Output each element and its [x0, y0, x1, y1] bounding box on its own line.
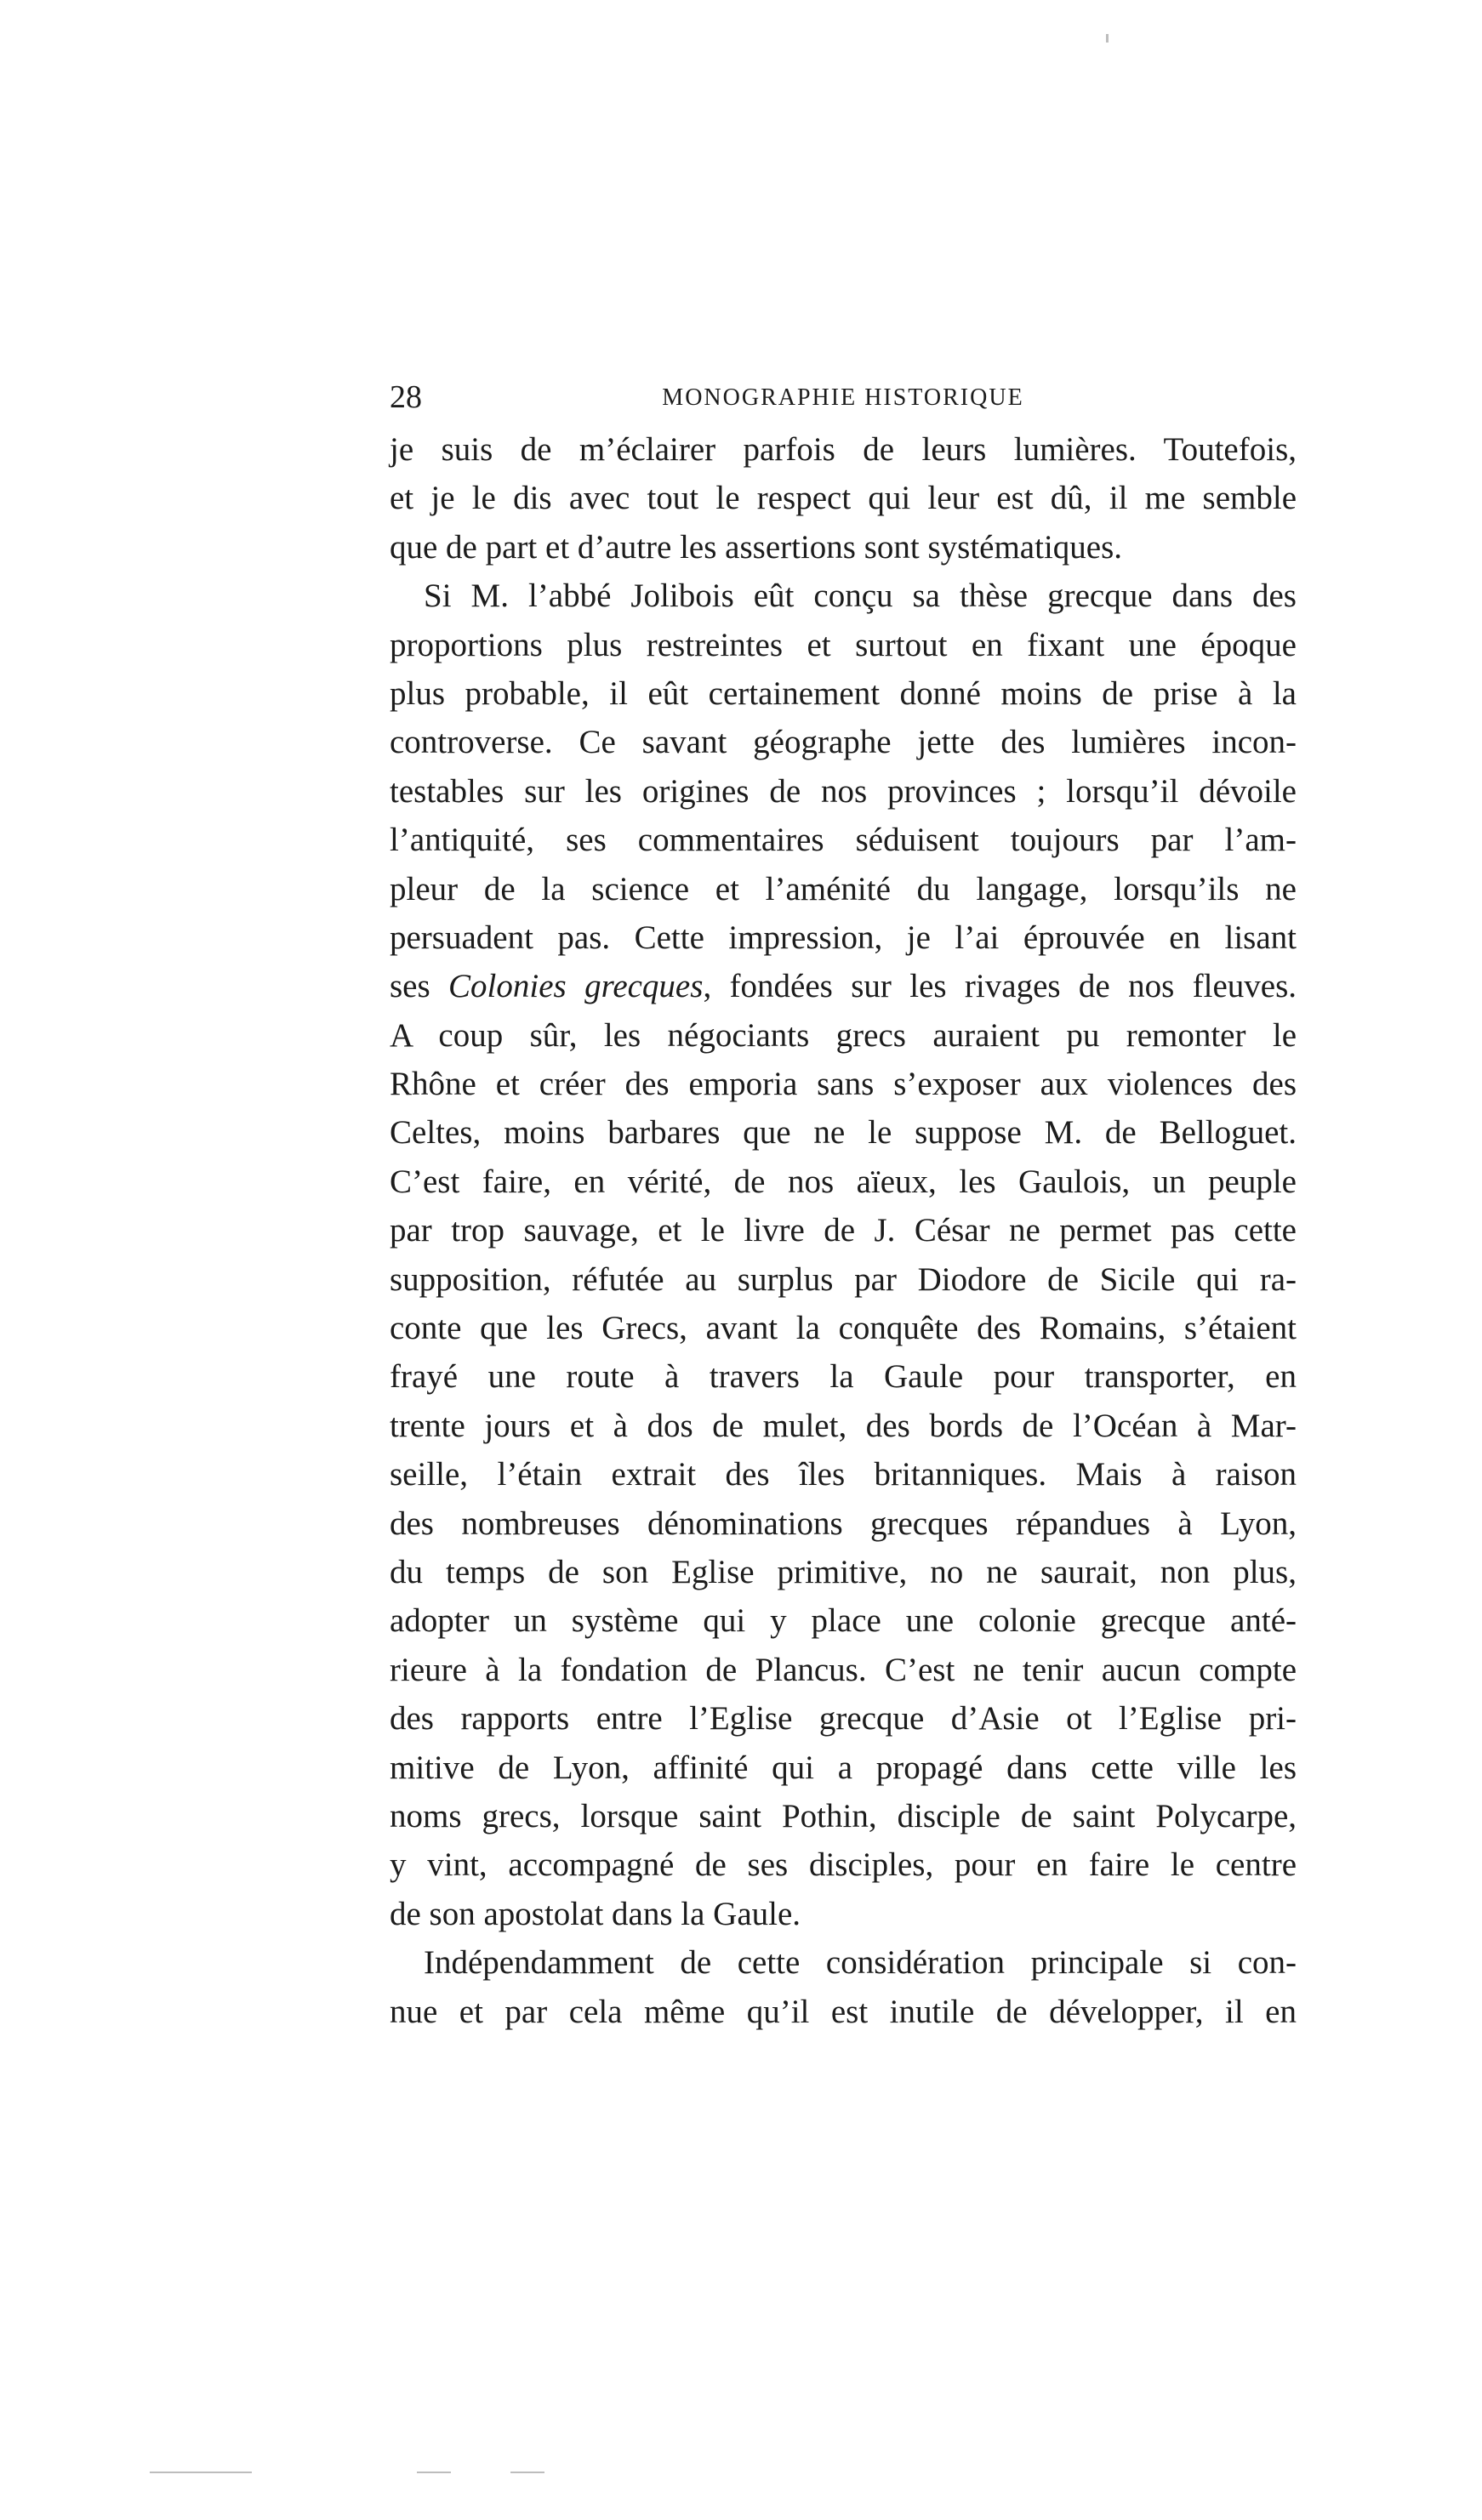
scan-speck: [1106, 34, 1109, 43]
text-line: y vint, accompagné de ses disciples, pour en faire le centre: [390, 1846, 1297, 1884]
running-head: [390, 376, 1297, 418]
text-line: des nombreuses dénominations grecques répandues à Lyon,: [390, 1505, 1297, 1542]
text-line: persuadent pas. Cette impression, je l’ai éprouvée en lisant: [390, 919, 1297, 956]
text-line: Si M. l’abbé Jolibois eût conçu sa thèse grecque dans des: [424, 577, 1297, 615]
paragraph: [390, 425, 1297, 572]
page-number: 28: [390, 379, 422, 415]
text-line: ses Colonies grecques, fondées sur les rivages de nos fleuves.: [390, 968, 1297, 1005]
running-title: MONOGRAPHIE HISTORIQUE: [662, 384, 1024, 411]
text-line: je suis de m’éclairer parfois de leurs lumières. Toutefois,: [390, 431, 1297, 468]
text-line: seille, l’étain extrait des îles britanniques. Mais à raison: [390, 1456, 1297, 1493]
text-line: conte que les Grecs, avant la conquête des Romains, s’étaient: [390, 1310, 1297, 1347]
text-line: Celtes, moins barbares que ne le suppose M. de Belloguet.: [390, 1114, 1297, 1152]
text-line: frayé une route à travers la Gaule pour transporter, en: [390, 1358, 1297, 1396]
text-line: Rhône et créer des emporia sans s’exposer aux violences des: [390, 1066, 1297, 1103]
body-text: [390, 425, 1297, 2036]
text-line: testables sur les origines de nos provinces ; lorsqu’il dévoile: [390, 772, 1297, 810]
text-line: l’antiquité, ses commentaires séduisent toujours par l’am-: [390, 822, 1297, 859]
text-line: du temps de son Eglise primitive, no ne saurait, non plus,: [390, 1553, 1297, 1590]
text-line: A coup sûr, les négociants grecs auraient pu remonter le: [390, 1016, 1297, 1054]
text-line: plus probable, il eût certainement donné moins de prise à la: [390, 674, 1297, 712]
text-line: des rapports entre l’Eglise grecque d’Asie ot l’Eglise pri-: [390, 1700, 1297, 1738]
text-line: que de part et d’autre les assertions sont systématiques.: [390, 528, 1123, 566]
text-line: pleur de la science et l’aménité du langage, lorsqu’ils ne: [390, 870, 1297, 907]
scan-speck: [150, 2472, 252, 2473]
paragraph: [390, 1938, 1297, 2036]
text-line: Indépendamment de cette considération principale si con-: [424, 1944, 1297, 1982]
text-line: nue et par cela même qu’il est inutile de développer, il en: [390, 1993, 1297, 2030]
text-line: par trop sauvage, et le livre de J. César ne permet pas cette: [390, 1212, 1297, 1249]
scan-speck: [417, 2472, 451, 2473]
text-line: controverse. Ce savant géographe jette des lumières incon-: [390, 724, 1297, 761]
text-line: C’est faire, en vérité, de nos aïeux, les Gaulois, un peuple: [390, 1163, 1297, 1200]
scan-speck: [510, 2472, 544, 2473]
text-line: supposition, réfutée au surplus par Diodore de Sicile qui ra-: [390, 1260, 1297, 1298]
text-line: adopter un système qui y place une colonie grecque anté-: [390, 1602, 1297, 1640]
text-line: rieure à la fondation de Plancus. C’est ne tenir aucun compte: [390, 1651, 1297, 1688]
text-line: noms grecs, lorsque saint Pothin, disciple de saint Polycarpe,: [390, 1797, 1297, 1835]
italic-title: Colonies grecques: [448, 968, 704, 1005]
text-line: de son apostolat dans la Gaule.: [390, 1895, 801, 1932]
text-line: proportions plus restreintes et surtout en fixant une époque: [390, 626, 1297, 663]
paragraph: [390, 572, 1297, 1938]
text-line: trente jours et à dos de mulet, des bords de l’Océan à Mar-: [390, 1407, 1297, 1444]
text-line: mitive de Lyon, affinité qui a propagé dans cette ville les: [390, 1749, 1297, 1786]
text-line: et je le dis avec tout le respect qui leur est dû, il me semble: [390, 480, 1297, 517]
